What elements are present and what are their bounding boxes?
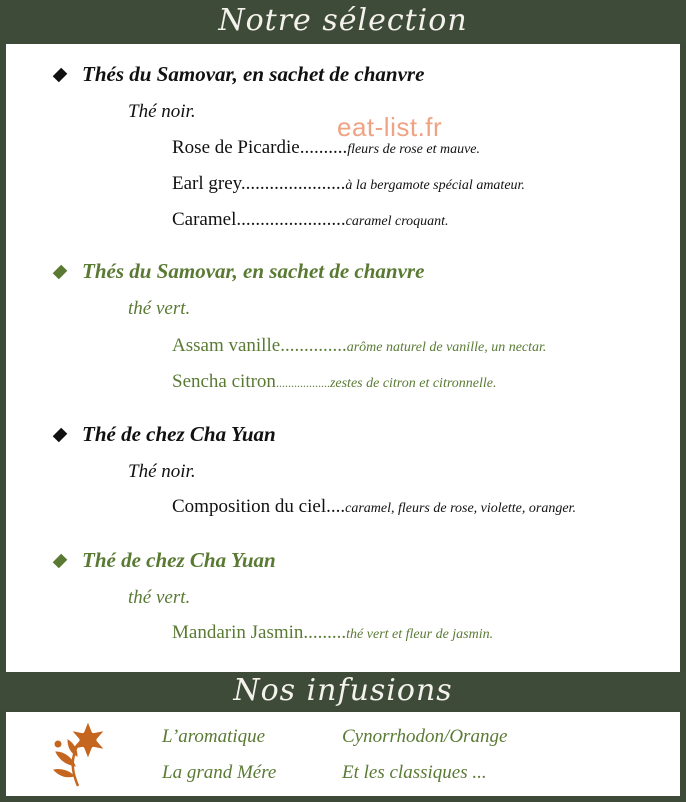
item-description: caramel croquant. <box>345 214 449 229</box>
item-description: caramel, fleurs de rose, violette, oranger. <box>345 501 576 516</box>
section-subtitle: Thé noir. <box>128 101 196 122</box>
diamond-bullet-icon <box>53 264 68 279</box>
infusion-item: Cynorrhodon/Orange <box>342 726 508 747</box>
item-description: zestes de citron et citronnelle. <box>329 376 497 391</box>
banner-notre-selection: Notre sélection <box>0 0 686 42</box>
section-heading <box>50 548 276 573</box>
item-name: Rose de Picardie <box>172 137 300 158</box>
item-name: Caramel <box>172 209 237 230</box>
section-title: Thés du Samovar, en sachet de chanvre <box>82 259 425 283</box>
section-title: Thé de chez Cha Yuan <box>82 548 276 572</box>
menu-item <box>172 137 480 159</box>
menu-item <box>172 496 576 518</box>
section-heading <box>50 259 424 284</box>
menu-item <box>172 173 525 195</box>
item-name: Assam vanille <box>172 335 281 356</box>
infusion-item: La grand Mére <box>162 762 277 783</box>
watermark: eat-list.fr <box>337 112 443 142</box>
infusion-item: Et les classiques ... <box>342 762 487 783</box>
item-dots: ...................... <box>240 173 346 194</box>
section-subtitle: thé vert. <box>128 298 191 319</box>
diamond-bullet-icon <box>53 553 68 568</box>
section-subtitle: Thé noir. <box>128 461 196 482</box>
banner-nos-infusions: Nos infusions <box>0 672 686 710</box>
infusion-item: L’aromatique <box>162 726 266 747</box>
diamond-bullet-icon <box>53 427 68 442</box>
item-name: Composition du ciel <box>172 496 327 517</box>
item-dots: ......... <box>303 622 347 643</box>
menu-item <box>172 335 546 357</box>
item-dots: .............. <box>280 335 347 356</box>
flower-branch-icon <box>48 720 108 790</box>
item-name: Mandarin Jasmin <box>172 622 304 643</box>
menu-item <box>172 622 493 644</box>
item-description: fleurs de rose et mauve. <box>347 142 481 157</box>
item-dots: .................. <box>275 376 330 390</box>
menu-item <box>172 371 496 393</box>
section-heading <box>50 62 424 87</box>
item-name: Earl grey <box>172 173 241 194</box>
diamond-bullet-icon <box>53 67 68 82</box>
item-description: thé vert et fleur de jasmin. <box>346 627 494 642</box>
section-subtitle: thé vert. <box>128 587 191 608</box>
section-title: Thé de chez Cha Yuan <box>82 422 276 446</box>
section-heading <box>50 422 276 447</box>
menu-item <box>172 209 449 231</box>
item-description: arôme naturel de vanille, un nectar. <box>346 340 547 355</box>
item-description: à la bergamote spécial amateur. <box>345 178 525 193</box>
item-dots: ....................... <box>236 209 346 230</box>
item-name: Sencha citron <box>172 371 276 392</box>
item-dots: .......... <box>299 137 348 158</box>
item-dots: .... <box>326 496 346 517</box>
section-title: Thés du Samovar, en sachet de chanvre <box>82 62 425 86</box>
